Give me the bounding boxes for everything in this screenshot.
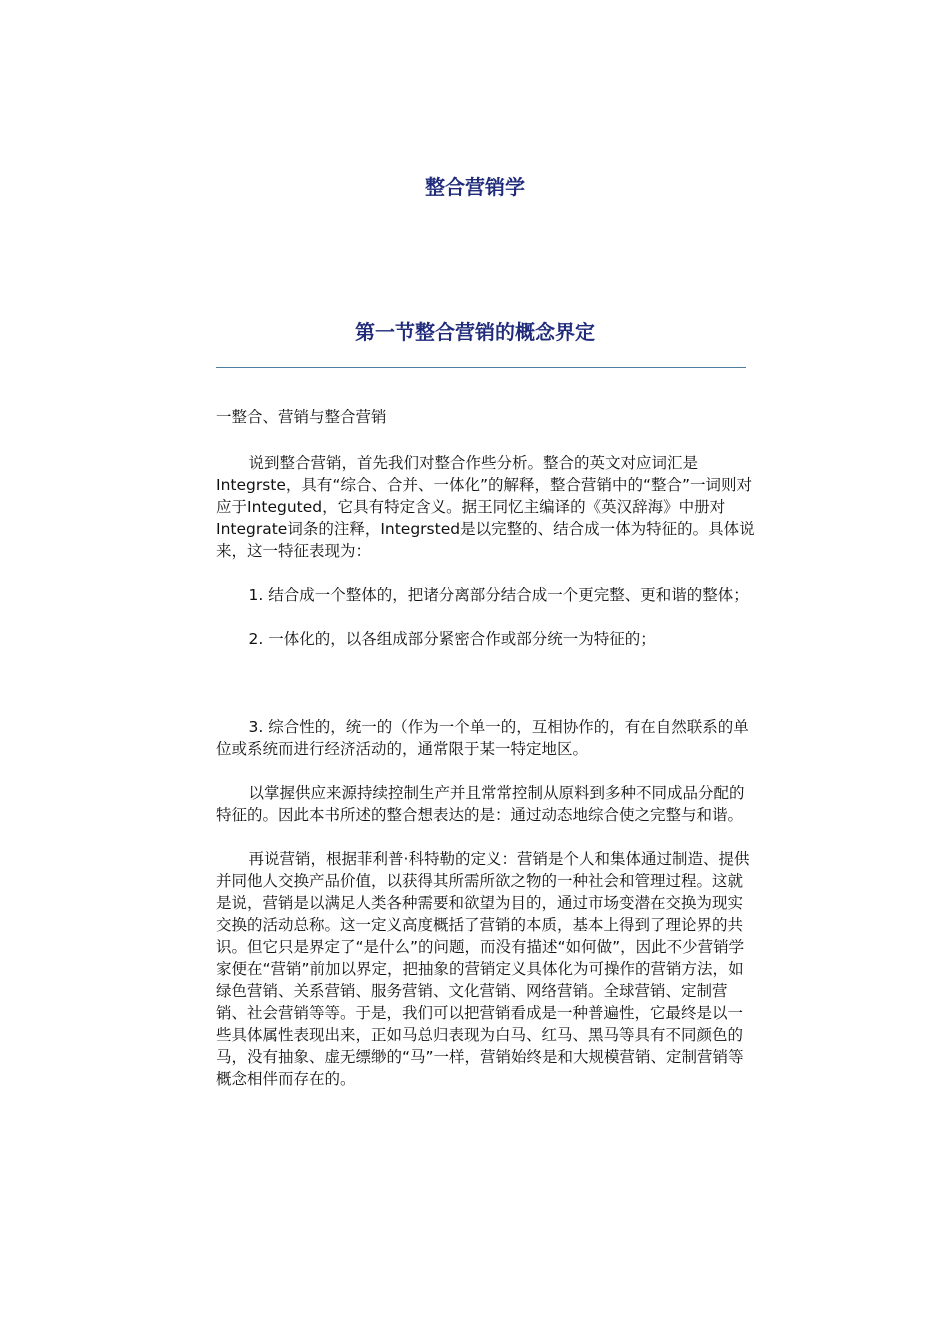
list-item-3: 3. 综合性的，统一的（作为一个单一的，互相协作的，有在自然联系的单位或系统而进行经济活动的，通常限于某一特定地区。: [216, 718, 749, 758]
subheading: 一整合、营销与整合营销: [216, 408, 387, 426]
list-item-2: 2. 一体化的，以各组成部分紧密合作或部分统一为特征的；: [248, 630, 656, 648]
list-item-1: 1. 结合成一个整体的，把诸分离部分结合成一个更完整、更和谐的整体；: [248, 586, 749, 604]
section-divider: [216, 367, 746, 368]
document-body: [216, 406, 756, 1090]
paragraph-marketing-definition: 再说营销，根据菲利普·科特勒的定义：营销是个人和集体通过制造、提供并同他人交换产品价值，以获得其所需所欲之物的一种社会和管理过程。这就是说，营销是以满足人类各种需要和欲望为目的，通过市场变潜在交换为现实交换的活动总称。这一定义高度概括了营销的本质，基本上得到了理论界的共识。但它只是界定了“是什么”的问题，而没有描述“如何做”，因此不少营销学家便在“营销”前加以界定，把抽象的营销定义具体化为可操作的营销方法，如绿色营销、关系营销、服务营销、文化营销、网络营销。全球营销、定制营销、社会营销等等。于是，我们可以把营销看成是一种普遍性，它最终是以一些具体属性表现出来，正如马总归表现为白马、红马、黑马等具有不同颜色的马，没有抽象、虚无缥缈的“马”一样，营销始终是和大规模营销、定制营销等概念相伴而存在的。: [216, 850, 750, 1088]
paragraph-integration-summary: 以掌握供应来源持续控制生产并且常常控制从原料到多种不同成品分配的特征的。因此本书所述的整合想表达的是：通过动态地综合使之完整与和谐。: [216, 784, 745, 824]
document-title: 整合营销学: [425, 175, 525, 199]
section-title: 第一节整合营销的概念界定: [355, 320, 595, 344]
paragraph-intro: 说到整合营销，首先我们对整合作些分析。整合的英文对应词汇是Integrste，具有“综合、合并、一体化”的解释，整合营销中的“整合”一词则对应于Integuted，它具有特定含义。据王同忆主编译的《英汉辞海》中册对Integrate词条的注释，Integrsted是以完整的、结合成一体为特征的。具体说来，这一特征表现为：: [216, 454, 755, 560]
